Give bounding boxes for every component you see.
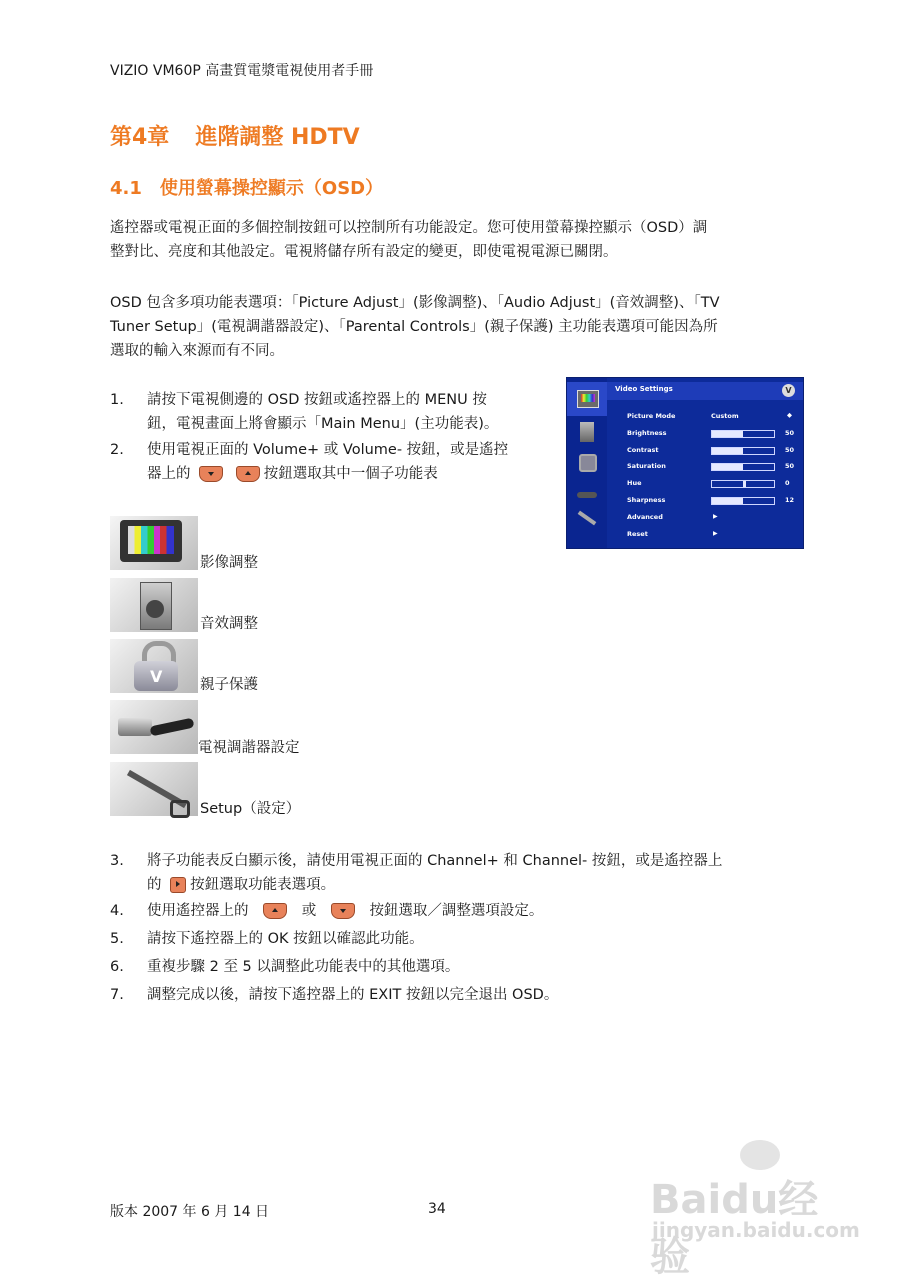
osd-slider-value: 0 bbox=[785, 479, 790, 488]
osd-slider-value: 50 bbox=[785, 428, 795, 437]
step-5 bbox=[110, 927, 810, 953]
step-text: 重複步驟 2 至 5 以調整此功能表中的其他選項。 bbox=[147, 959, 460, 975]
step-text-part: 使用遙控器上的 bbox=[147, 903, 249, 919]
padlock-icon: V bbox=[110, 639, 198, 693]
osd-row-label: Sharpness bbox=[627, 496, 666, 504]
menu-options-paragraph bbox=[110, 291, 800, 363]
coax-cable-icon bbox=[110, 700, 198, 754]
step-3 bbox=[110, 849, 810, 899]
step-line: 使用電視正面的 Volume+ 或 Volume- 按鈕，或是遙控 bbox=[147, 442, 509, 458]
step-line: 鈕，電視畫面上將會顯示「Main Menu」(主功能表)。 bbox=[147, 416, 499, 432]
section-number: 4.1 bbox=[110, 178, 142, 199]
osd-slider bbox=[711, 430, 775, 438]
paragraph-line: 整對比、亮度和其他設定。電視將儲存所有設定的變更，即使電視電源已關閉。 bbox=[110, 244, 618, 260]
step-text-part: 按鈕選取／調整選項設定。 bbox=[369, 903, 544, 919]
step-text-part: 器上的 bbox=[147, 466, 191, 482]
osd-row-label: Reset bbox=[627, 529, 648, 538]
osd-row-label: Advanced bbox=[627, 512, 663, 521]
step-2 bbox=[110, 438, 560, 488]
osd-submenu-arrow-icon: ▶ bbox=[713, 512, 718, 520]
step-6 bbox=[110, 955, 810, 981]
step-text-part: 按鈕選取功能表選項。 bbox=[190, 877, 336, 893]
document-header: VIZIO VM60P 高畫質電漿電視使用者手冊 bbox=[110, 63, 374, 79]
remote-right-button-icon bbox=[170, 877, 186, 893]
step-number: 1. bbox=[110, 392, 124, 408]
osd-slider-value: 50 bbox=[785, 445, 795, 454]
step-number: 6. bbox=[110, 959, 124, 975]
osd-slider-value: 12 bbox=[785, 496, 795, 504]
chapter-number: 第4章 bbox=[110, 125, 170, 150]
step-line bbox=[147, 873, 722, 897]
osd-select-value: Custom bbox=[711, 412, 739, 420]
osd-row-label: Hue bbox=[627, 479, 642, 488]
osd-slider bbox=[711, 480, 775, 488]
paragraph-line: 選取的輸入來源而有不同。 bbox=[110, 343, 284, 359]
step-text bbox=[147, 438, 508, 486]
osd-submenu-arrow-icon: ▶ bbox=[713, 529, 718, 537]
padlock-icon bbox=[579, 454, 597, 472]
icon-label-picture: 影像調整 bbox=[200, 555, 258, 571]
osd-video-settings-screenshot bbox=[566, 377, 804, 549]
watermark-subtext: jingyan.baidu.com bbox=[652, 1218, 860, 1242]
step-text-part: 按鈕選取其中一個子功能表 bbox=[263, 466, 438, 482]
step-text bbox=[147, 849, 722, 897]
step-text-part: 或 bbox=[301, 903, 317, 919]
tv-icon bbox=[110, 516, 198, 570]
chapter-title: 進階調整 HDTV bbox=[195, 125, 360, 150]
step-7 bbox=[110, 983, 810, 1009]
step-text-part: 的 bbox=[147, 877, 162, 893]
osd-row-label: Brightness bbox=[627, 428, 667, 437]
chapter-heading bbox=[110, 120, 386, 151]
paragraph-line: OSD 包含多項功能表選項：「Picture Adjust」(影像調整)、「Audio Adjust」(音效調整)、「TV bbox=[110, 295, 720, 311]
step-line: 請按下電視側邊的 OSD 按鈕或遙控器上的 MENU 按 bbox=[147, 392, 487, 408]
osd-row-label: Saturation bbox=[627, 462, 666, 471]
osd-title: Video Settings bbox=[615, 385, 673, 393]
osd-select-arrow-icon: ◆ bbox=[787, 411, 792, 419]
remote-up-button-icon bbox=[236, 466, 260, 482]
osd-slider bbox=[711, 447, 775, 455]
step-number: 3. bbox=[110, 853, 124, 869]
speaker-icon bbox=[580, 422, 594, 442]
step-text bbox=[147, 388, 498, 436]
section-heading bbox=[110, 174, 383, 200]
step-number: 7. bbox=[110, 987, 124, 1003]
vizio-logo: V bbox=[782, 384, 795, 397]
step-4 bbox=[110, 899, 810, 925]
section-title: 使用螢幕操控顯示（OSD） bbox=[159, 178, 384, 199]
step-text: 調整完成以後，請按下遙控器上的 EXIT 按鈕以完全退出 OSD。 bbox=[147, 987, 559, 1003]
intro-paragraph bbox=[110, 216, 800, 264]
baidu-watermark bbox=[640, 1140, 860, 1280]
step-line: 將子功能表反白顯示後，請使用電視正面的 Channel+ 和 Channel- 按鈕，或是遙控器上 bbox=[147, 853, 723, 869]
paragraph-line: 遙控器或電視正面的多個控制按鈕可以控制所有功能設定。您可使用螢幕操控顯示（OSD）調 bbox=[110, 220, 708, 236]
step-number: 2. bbox=[110, 442, 124, 458]
speaker-icon bbox=[110, 578, 198, 632]
wrench-icon bbox=[110, 762, 198, 816]
osd-row-label: Picture Mode bbox=[627, 412, 676, 420]
step-number: 5. bbox=[110, 931, 124, 947]
watermark-text: Baidu经验 bbox=[650, 1177, 819, 1280]
osd-slider bbox=[711, 463, 775, 471]
page-number: 34 bbox=[428, 1201, 446, 1217]
icon-label-parental: 親子保護 bbox=[200, 677, 258, 693]
step-line bbox=[147, 462, 508, 486]
remote-down-button-icon bbox=[331, 903, 355, 919]
tv-icon bbox=[577, 390, 599, 408]
remote-down-button-icon bbox=[199, 466, 223, 482]
coax-cable-icon bbox=[577, 492, 597, 498]
step-text bbox=[147, 899, 543, 923]
remote-up-button-icon bbox=[263, 903, 287, 919]
step-number: 4. bbox=[110, 903, 124, 919]
osd-slider-value: 50 bbox=[785, 462, 795, 471]
osd-row-label: Contrast bbox=[627, 445, 659, 454]
paw-logo-icon bbox=[740, 1140, 780, 1170]
footer-version: 版本 2007 年 6 月 14 日 bbox=[110, 1204, 270, 1220]
osd-slider bbox=[711, 497, 775, 505]
step-1 bbox=[110, 388, 560, 438]
icon-label-setup: Setup（設定） bbox=[200, 801, 301, 817]
step-text: 請按下遙控器上的 OK 按鈕以確認此功能。 bbox=[147, 931, 424, 947]
icon-label-audio: 音效調整 bbox=[200, 616, 258, 632]
icon-label-tuner: 電視調諧器設定 bbox=[198, 740, 300, 756]
paragraph-line: Tuner Setup」(電視調諧器設定)、「Parental Controls」(親子保護) 主功能表選項可能因為所 bbox=[110, 319, 718, 335]
